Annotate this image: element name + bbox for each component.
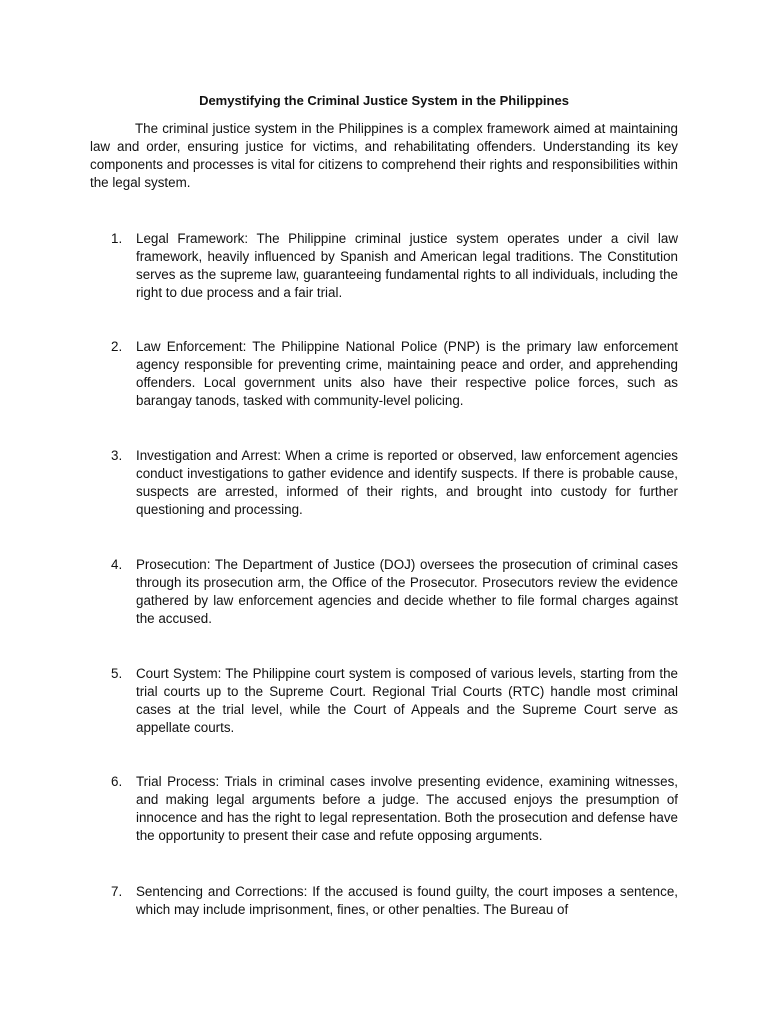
list-item-number: 5.: [111, 666, 123, 681]
list-item-number: 3.: [111, 448, 123, 463]
list-item-text: Prosecution: The Department of Justice (DOJ) oversees the prosecution of criminal cases through its prosecution arm, the Office of the Prosecutor. Prosecutors review the evidence gathered by law enforcement agencies and decide whether to file formal charges against the accused.: [136, 557, 678, 626]
list-item-text: Sentencing and Corrections: If the accused is found guilty, the court imposes a sentence, which may include imprisonment, fines, or other penalties. The Bureau of: [136, 884, 678, 917]
list-item-number: 7.: [111, 884, 123, 899]
list-item: [90, 665, 678, 737]
list-item: [90, 230, 678, 302]
list-item: [90, 556, 678, 628]
list-item-text: Court System: The Philippine court system is composed of various levels, starting from the trial courts up to the Supreme Court. Regional Trial Courts (RTC) handle most criminal cases at the trial level, while the Court of Appeals and the Supreme Court serve as appellate courts.: [136, 666, 678, 735]
list-item: [90, 338, 678, 410]
list-item-text: Law Enforcement: The Philippine National Police (PNP) is the primary law enforcement agency responsible for preventing crime, maintaining peace and order, and apprehending offenders. Local government units also have their respective police forces, such as barangay tanods, tasked with community-level policing.: [136, 339, 678, 408]
list-item-number: 4.: [111, 557, 123, 572]
list-item-text: Investigation and Arrest: When a crime is reported or observed, law enforcement agencies conduct investigations to gather evidence and identify suspects. If there is probable cause, suspects are arrested, informed of their rights, and brought into custody for further questioning and processing.: [136, 448, 678, 517]
list-item-text: Trial Process: Trials in criminal cases involve presenting evidence, examining witnesses, and making legal arguments before a judge. The accused enjoys the presumption of innocence and has the right to legal representation. Both the prosecution and defense have the opportunity to present their case and refute opposing arguments.: [136, 774, 678, 843]
list-item-number: 2.: [111, 339, 123, 354]
list-item-number: 6.: [111, 774, 123, 789]
list-item: [90, 883, 678, 919]
list-item-text: Legal Framework: The Philippine criminal justice system operates under a civil law framework, heavily influenced by Spanish and American legal traditions. The Constitution serves as the supreme law, guaranteeing fundamental rights to all individuals, including the right to due process and a fair trial.: [136, 231, 678, 300]
list-item-number: 1.: [111, 231, 123, 246]
intro-paragraph: The criminal justice system in the Philippines is a complex framework aimed at maintaining law and order, ensuring justice for victims, and rehabilitating offenders. Understanding its key components and processes is vital for citizens to comprehend their rights and responsibilities within the legal system.: [90, 121, 678, 190]
list-item: [90, 447, 678, 519]
list-item: [90, 773, 678, 845]
document-title: Demystifying the Criminal Justice System in the Philippines: [199, 93, 569, 108]
